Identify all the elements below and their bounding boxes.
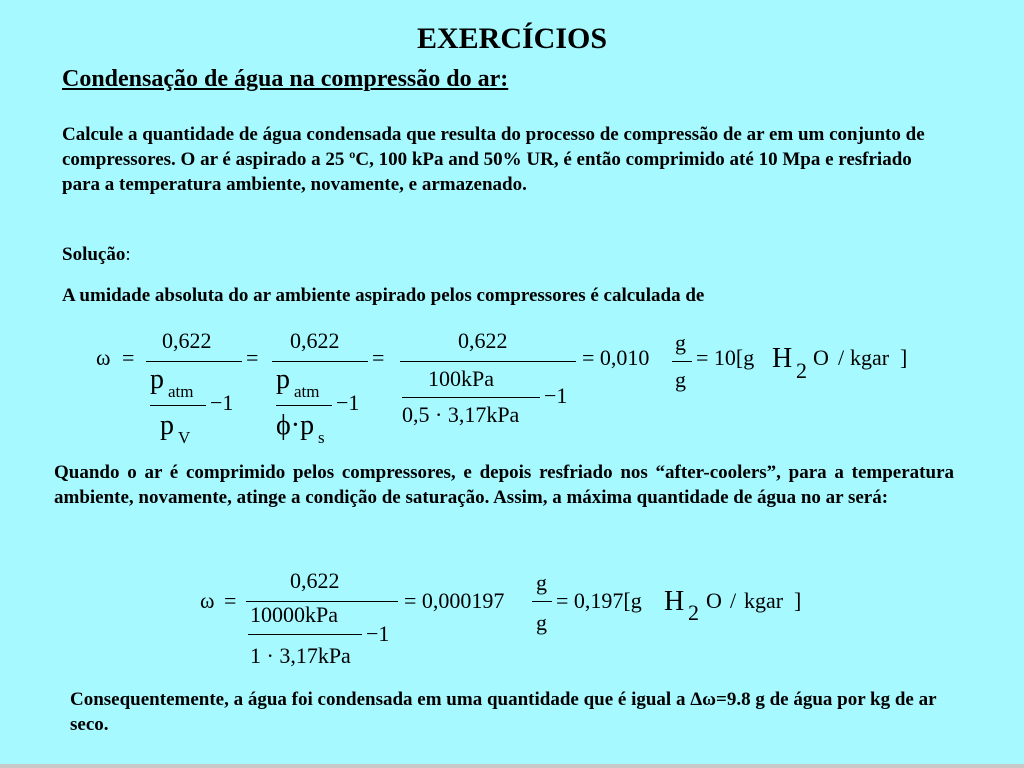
unit-g: g [536, 610, 547, 635]
solution-heading [62, 244, 131, 266]
denominator: 0,5 · 3,17kPa [402, 402, 520, 427]
closing-bracket: ] [900, 345, 908, 370]
equals-sign: = [372, 345, 385, 370]
unit-g: g [675, 330, 686, 355]
subscript-two: 2 [796, 358, 807, 383]
kpa-value: 10000kPa [250, 602, 338, 627]
minus-one: −1 [544, 383, 568, 408]
kgar-unit: kgar [744, 588, 784, 613]
page-title: EXERCÍCIOS [416, 22, 608, 55]
problem-statement: Calcule a quantidade de água condensada que resulta do processo de compressão de ar em um conjunto de compressores. O ar é aspirado a 25 ºC, 100 kPa and 50% UR, é então comprimido até 10 Mpa e resfriado para a temperatura ambiente, novamente, e armazenado. [62, 124, 925, 195]
numerator: 0,622 [458, 328, 508, 353]
result-value: = 0,197[g [556, 588, 642, 613]
result-value: = 0,000197 [404, 588, 505, 613]
solution-colon: : [125, 244, 131, 265]
denominator: 1 · 3,17kPa [250, 643, 351, 668]
bottom-border [0, 764, 1024, 768]
solution-label: Solução [62, 244, 126, 265]
fraction-bar [272, 361, 368, 362]
unit-g: g [536, 570, 547, 595]
intro-paragraph: A umidade absoluta do ar ambiente aspirado pelos compressores é calculada de [62, 285, 705, 306]
fraction-bar [400, 361, 576, 362]
p-symbol: p [150, 364, 164, 395]
numerator: 0,622 [290, 328, 340, 353]
result-value: = 10[g [696, 345, 755, 370]
kpa-value: 100kPa [428, 366, 494, 391]
result-value: = 0,010 [582, 345, 650, 370]
h-symbol: H [772, 343, 793, 374]
minus-one: −1 [336, 390, 360, 415]
o-symbol: O [706, 588, 722, 613]
omega-symbol: ω [200, 588, 215, 613]
h-symbol: H [664, 586, 685, 617]
fraction-bar [276, 405, 332, 406]
closing-bracket: ] [794, 588, 802, 613]
fraction-bar [150, 405, 206, 406]
v-subscript: V [178, 428, 191, 447]
kgar-unit: kgar [850, 345, 890, 370]
o-symbol: O [813, 345, 829, 370]
p-symbol: p [160, 410, 174, 441]
numerator: 0,622 [162, 328, 212, 353]
p-symbol: p [276, 364, 290, 395]
fraction-bar [532, 601, 552, 602]
s-subscript: s [318, 428, 325, 447]
atm-subscript: atm [294, 382, 320, 401]
equals-sign: = [122, 345, 135, 370]
fraction-bar [146, 361, 242, 362]
atm-subscript: atm [168, 382, 194, 401]
minus-one: −1 [366, 621, 390, 646]
omega-symbol: ω [96, 345, 111, 370]
fraction-bar [246, 601, 398, 602]
section-subtitle: Condensação de água na compressão do ar: [62, 66, 509, 92]
fraction-bar [402, 397, 540, 398]
minus-one: −1 [210, 390, 234, 415]
middle-paragraph: Quando o ar é comprimido pelos compressores, e depois resfriado nos “after-coolers”, para a temperatura ambiente, novamente, atinge a condição de saturação. Assim, a máxima quantidade de água no ar será: [54, 462, 954, 508]
fraction-bar [672, 361, 692, 362]
slash: / [730, 588, 737, 613]
phi-ps: ϕ·p [276, 410, 315, 441]
slash: / [838, 345, 845, 370]
unit-g: g [675, 367, 686, 392]
equals-sign: = [224, 588, 237, 613]
numerator: 0,622 [290, 568, 340, 593]
conclusion-paragraph: Consequentemente, a água foi condensada em uma quantidade que é igual a Δω=9.8 g de água por kg de ar seco. [70, 689, 937, 735]
equals-sign: = [246, 345, 259, 370]
subscript-two: 2 [688, 600, 699, 625]
fraction-bar [248, 634, 362, 635]
